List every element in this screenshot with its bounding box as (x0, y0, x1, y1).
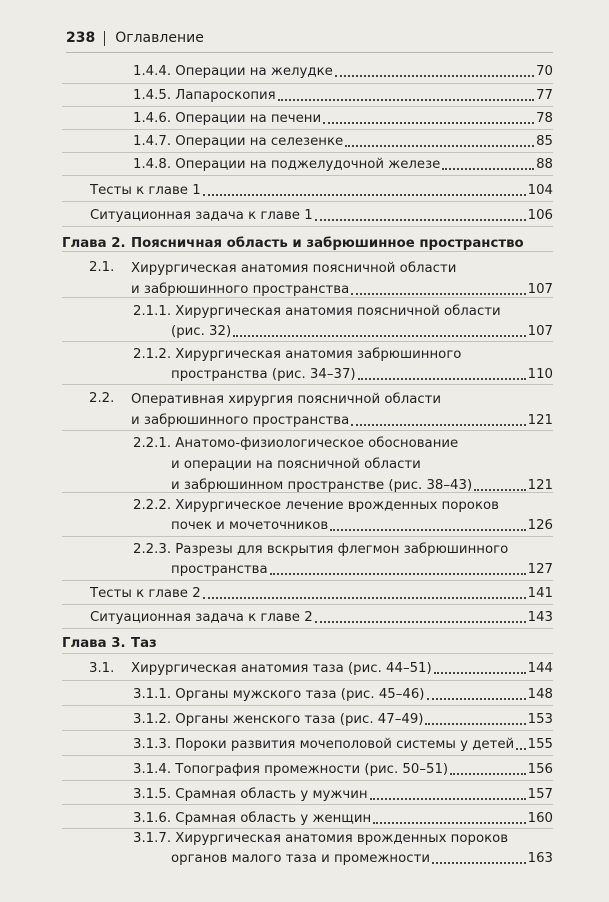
toc-entry (133, 829, 553, 869)
toc-page-number: 155 (527, 737, 553, 752)
toc-entry (133, 540, 553, 580)
header-separator (104, 31, 105, 46)
page-number: 238 (66, 30, 96, 46)
toc-entry-line: 2.2.3. Разрезы для вскрытия флегмон забрюшинного (133, 542, 509, 557)
toc-entry (90, 584, 553, 604)
toc-entry-last-line (133, 516, 553, 536)
toc-entry-last-line (133, 475, 553, 496)
toc-entry (133, 155, 553, 175)
toc-entry-last-line (133, 809, 553, 829)
toc-entry-title: 1.4.6. Операции на печени (133, 111, 322, 126)
toc-entry-title: Тесты к главе 1 (90, 183, 201, 198)
dot-leader (427, 698, 526, 700)
chapter-label: Глава 3. (62, 636, 126, 651)
toc-entry (133, 710, 553, 730)
toc-divider (62, 628, 553, 629)
toc-entry-line: 2.2.2. Хирургическое лечение врожденных пороков (133, 498, 499, 513)
dot-leader (315, 219, 526, 221)
toc-entry-last-line (90, 608, 553, 628)
toc-divider (62, 226, 553, 227)
toc-entry-title: и забрюшинного пространства (131, 282, 350, 297)
toc-page-number: 153 (527, 712, 553, 727)
toc-entry-last-line (133, 760, 553, 780)
dot-leader (373, 822, 525, 824)
toc-entry-title: пространства (рис. 34–37) (171, 367, 356, 382)
toc-entry (90, 608, 553, 628)
toc-page-number: 110 (527, 367, 553, 382)
dot-leader (203, 597, 526, 599)
dot-leader (474, 489, 525, 491)
toc-entry-last-line (133, 155, 553, 175)
toc-entry-title: 3.1.2. Органы женского таза (рис. 47–49) (133, 712, 424, 727)
section-number: 3.1. (89, 661, 115, 676)
toc-entry-title: 3.1.4. Топография промежности (рис. 50–51) (133, 762, 449, 777)
toc-entry (131, 258, 553, 300)
toc-entry-last-line (133, 365, 553, 385)
toc-divider (62, 780, 553, 781)
toc-entry (133, 496, 553, 536)
toc-entry-title: Хирургическая анатомия таза (рис. 44–51) (131, 661, 432, 676)
toc-page-number: 148 (527, 687, 553, 702)
toc-entry-title: (рис. 32) (171, 324, 232, 339)
toc-page-number: 163 (527, 851, 553, 866)
toc-page-number: 85 (536, 134, 553, 149)
toc-entry (131, 659, 553, 679)
toc-entry (133, 132, 553, 152)
dot-leader (442, 168, 534, 170)
toc-divider (62, 201, 553, 202)
toc-entry-line: и операции на поясничной области (171, 457, 421, 472)
chapter-title: Таз (131, 636, 157, 651)
dot-leader (358, 378, 526, 380)
page-header (66, 30, 204, 46)
toc-entry-last-line (133, 62, 553, 82)
dot-leader (516, 748, 525, 750)
section-number: 2.1. (89, 260, 115, 275)
toc-entry-title: органов малого таза и промежности (171, 851, 430, 866)
toc-entry-line: Оперативная хирургия поясничной области (131, 392, 442, 407)
toc-entry-last-line (131, 659, 553, 679)
toc-page-number: 127 (527, 562, 553, 577)
toc-entry (133, 685, 553, 705)
toc-entry-title: Ситуационная задача к главе 1 (90, 208, 313, 223)
toc-divider (62, 251, 553, 252)
toc-page-number: 78 (536, 111, 553, 126)
toc-entry (90, 181, 553, 201)
toc-entry-title: 3.1.3. Пороки развития мочеполовой системы у детей (133, 737, 515, 752)
dot-leader (345, 145, 534, 147)
toc-entry-last-line (133, 710, 553, 730)
toc-entry (133, 760, 553, 780)
toc-divider (62, 129, 553, 130)
toc-entry-title: почек и мочеточников (171, 518, 329, 533)
toc-page-number: 157 (527, 787, 553, 802)
toc-entry-last-line (133, 785, 553, 805)
toc-entry-title: 3.1.6. Срамная область у женщин (133, 811, 372, 826)
toc-page-number: 107 (527, 324, 553, 339)
toc-page-number: 88 (536, 157, 553, 172)
toc-entry-last-line (131, 279, 553, 300)
toc-divider (62, 705, 553, 706)
toc-entry (131, 389, 553, 431)
toc-divider (62, 580, 553, 581)
toc-page-number: 77 (536, 88, 553, 103)
chapter-3-heading (62, 634, 157, 654)
toc-entry (133, 109, 553, 129)
toc-entry-last-line (90, 584, 553, 604)
dot-leader (335, 75, 534, 77)
toc-entry-title: 1.4.7. Операции на селезенке (133, 134, 344, 149)
toc-entry-line: Хирургическая анатомия поясничной области (131, 261, 457, 276)
toc-entry-last-line (133, 849, 553, 869)
toc-page-number: 126 (527, 518, 553, 533)
toc-entry-title: Тесты к главе 2 (90, 586, 201, 601)
toc-divider (62, 755, 553, 756)
toc-page-number: 143 (527, 610, 553, 625)
dot-leader (278, 99, 534, 101)
toc-entry-last-line (133, 132, 553, 152)
toc-entry-last-line (131, 410, 553, 431)
toc-page-number: 141 (527, 586, 553, 601)
chapter-label: Глава 2. (62, 236, 126, 251)
dot-leader (370, 798, 526, 800)
toc-entry-last-line (90, 181, 553, 201)
toc-entry-last-line (133, 109, 553, 129)
toc-divider (62, 653, 553, 654)
dot-leader (315, 621, 526, 623)
toc-entry-line: 3.1.7. Хирургическая анатомия врожденных пороков (133, 831, 509, 846)
toc-divider (62, 175, 553, 176)
toc-divider (62, 536, 553, 537)
dot-leader (330, 529, 525, 531)
toc-divider (62, 83, 553, 84)
dot-leader (203, 194, 526, 196)
toc-entry-line: 2.1.2. Хирургическая анатомия забрюшинного (133, 347, 462, 362)
dot-leader (450, 773, 526, 775)
toc-entry (133, 86, 553, 106)
toc-page-number: 156 (527, 762, 553, 777)
toc-entry (133, 735, 553, 755)
toc-entry (133, 809, 553, 829)
toc-page-number: 121 (527, 413, 553, 428)
toc-entry-last-line (133, 560, 553, 580)
toc-entry-last-line (133, 735, 553, 755)
toc-entry-last-line (133, 685, 553, 705)
dot-leader (233, 335, 525, 337)
dot-leader (425, 723, 525, 725)
toc-entry-title: и забрюшинном пространстве (рис. 38–43) (171, 478, 473, 493)
dot-leader (351, 424, 525, 426)
chapter-title: Поясничная область и забрюшинное пространство (131, 236, 524, 251)
dot-leader (351, 293, 525, 295)
toc-entry (133, 302, 553, 342)
toc-entry (133, 433, 553, 496)
toc-entry-last-line (133, 86, 553, 106)
toc-page-number: 121 (527, 478, 553, 493)
dot-leader (432, 862, 526, 864)
toc-divider (62, 604, 553, 605)
header-title: Оглавление (115, 30, 204, 46)
toc-entry-last-line (90, 206, 553, 226)
toc-entry-title: 1.4.4. Операции на желудке (133, 64, 333, 79)
dot-leader (434, 672, 526, 674)
toc-page-number: 106 (527, 208, 553, 223)
dot-leader (323, 122, 534, 124)
toc-entry (133, 62, 553, 82)
toc-entry-title: и забрюшинного пространства (131, 413, 350, 428)
toc-entry-title: 3.1.1. Органы мужского таза (рис. 45–46) (133, 687, 425, 702)
toc-divider (62, 152, 553, 153)
toc-entry (90, 206, 553, 226)
toc-entry-title: пространства (171, 562, 268, 577)
toc-entry-title: 1.4.5. Лапароскопия (133, 88, 276, 103)
header-rule (66, 52, 553, 53)
toc-page-number: 144 (527, 661, 553, 676)
toc-entry-title: 3.1.5. Срамная область у мужчин (133, 787, 368, 802)
toc-entry-title: Ситуационная задача к главе 2 (90, 610, 313, 625)
toc-divider (62, 730, 553, 731)
toc-divider (62, 680, 553, 681)
toc-page-number: 107 (527, 282, 553, 297)
toc-page-number: 70 (536, 64, 553, 79)
toc-entry (133, 785, 553, 805)
toc-entry (133, 345, 553, 385)
toc-entry-line: 2.1.1. Хирургическая анатомия поясничной области (133, 304, 501, 319)
dot-leader (270, 573, 526, 575)
toc-divider (62, 106, 553, 107)
toc-entry-title: 1.4.8. Операции на поджелудочной железе (133, 157, 441, 172)
toc-page-number: 160 (527, 811, 553, 826)
toc-page-number: 104 (527, 183, 553, 198)
toc-entry-line: 2.2.1. Анатомо-физиологическое обоснование (133, 436, 459, 451)
section-number: 2.2. (89, 391, 115, 406)
toc-entry-last-line (133, 322, 553, 342)
